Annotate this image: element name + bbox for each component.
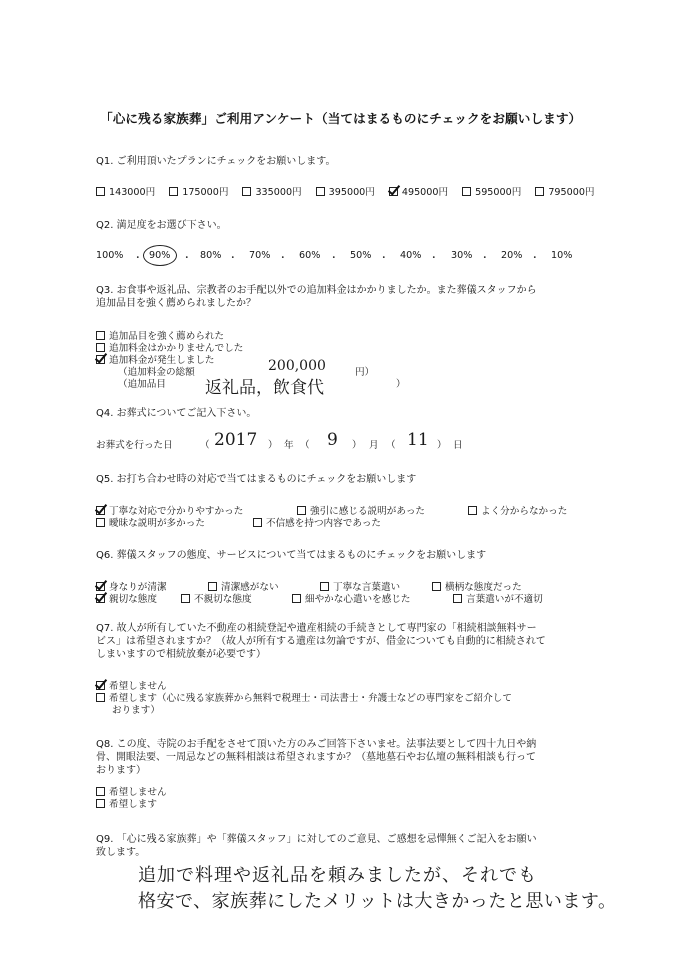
checkbox[interactable] (96, 693, 105, 702)
q2-separator: ・ (133, 253, 143, 264)
q6-option-not-clean[interactable]: 清潔感がない (208, 579, 279, 593)
checkbox[interactable] (96, 799, 105, 808)
q4-year-handwritten[interactable]: 2017 (214, 430, 258, 450)
q2-selected-circle (143, 245, 177, 266)
checkbox-checked[interactable] (96, 594, 105, 603)
q2-separator: ・ (429, 253, 439, 264)
q2-separator: ・ (228, 253, 238, 264)
q3-amount-unit: 円） (355, 367, 375, 378)
q6-option-arrogant[interactable]: 横柄な態度だった (432, 579, 522, 593)
q8-question-line1: Q8. この度、寺院のお手配をさせて頂いた方のみご回答下さいませ。法事法要として四十九日や納 (96, 739, 537, 750)
q7-option-yes-cont: おります） (112, 705, 160, 716)
q3-items-handwritten[interactable]: 返礼品，飲食代 (205, 378, 324, 398)
q4-day-unit: 日 (453, 440, 463, 451)
survey-title: 「心に残る家族葬」ご利用アンケート（当てはまるものにチェックをお願いします） (100, 111, 582, 126)
checkbox[interactable] (292, 594, 301, 603)
q5-option-clear[interactable]: 丁寧な対応で分かりやすかった (96, 503, 243, 517)
q2-option-70[interactable]: 70% (249, 250, 271, 261)
q2-option-100[interactable]: 100% (96, 250, 124, 261)
checkbox[interactable] (453, 594, 462, 603)
checkbox[interactable] (432, 582, 441, 591)
q3-option-strongly-recommended[interactable]: 追加品目を強く薦められた (96, 328, 224, 342)
checkbox[interactable] (96, 343, 105, 352)
q9-question-line1: Q9. 「心に残る家族葬」や「葬儀スタッフ」に対してのご意見、ご感想を忌憚無くご記入をお願い (96, 834, 537, 845)
q1-option-795000[interactable]: 795000円 (535, 184, 594, 198)
checkbox-checked[interactable] (389, 187, 398, 196)
checkbox[interactable] (169, 187, 178, 196)
q1-option-595000[interactable]: 595000円 (462, 184, 521, 198)
q3-amount-label: （追加料金の総額 (118, 367, 195, 378)
q2-separator: ・ (480, 253, 490, 264)
q6-option-kind[interactable]: 親切な態度 (96, 591, 157, 605)
q9-question-line2: 致します。 (96, 847, 146, 858)
q9-answer-line2[interactable]: 格安で、家族葬にしたメリットは大きかったと思います。 (138, 891, 617, 912)
checkbox[interactable] (462, 187, 471, 196)
q4-paren-open: （ (200, 440, 210, 451)
q2-option-90[interactable]: 90% (149, 250, 171, 261)
checkbox[interactable] (253, 518, 262, 527)
q4-paren-close: ） (268, 440, 278, 451)
checkbox[interactable] (96, 331, 105, 340)
q3-question-line2: 追加品目を強く薦められましたか？ (96, 298, 256, 309)
checkbox[interactable] (535, 187, 544, 196)
q1-option-395000[interactable]: 395000円 (316, 184, 375, 198)
q2-option-80[interactable]: 80% (200, 250, 222, 261)
checkbox[interactable] (320, 582, 329, 591)
q8-option-yes[interactable]: 希望します (96, 796, 157, 810)
q4-paren-open: （ (386, 440, 396, 451)
q7-option-yes[interactable]: 希望します（心に残る家族葬から無料で税理士・司法書士・弁護士などの専門家をご紹介して (96, 690, 512, 704)
checkbox[interactable] (96, 518, 105, 527)
q1-option-143000[interactable]: 143000円 (96, 184, 155, 198)
q2-option-50[interactable]: 50% (350, 250, 372, 261)
q6-option-polite-language[interactable]: 丁寧な言葉遣い (320, 579, 400, 593)
checkbox[interactable] (96, 787, 105, 796)
checkbox[interactable] (242, 187, 251, 196)
q6-option-clean-appearance[interactable]: 身なりが清潔 (96, 579, 167, 593)
q1-options (96, 184, 595, 198)
q5-option-pushy[interactable]: 強引に感じる説明があった (297, 503, 425, 517)
checkbox[interactable] (297, 506, 306, 515)
q7-question-line2: ビス」は希望されますか？（故人が所有する遺産は勿論ですが、借金についても自動的に相続されて (96, 636, 546, 647)
q3-option-no-extra-charge[interactable]: 追加料金はかかりませんでした (96, 340, 243, 354)
q2-separator: ・ (329, 253, 339, 264)
q8-question-line2: 骨、開眼法要、一周忌などの無料相談は希望されますか？（墓地墓石やお仏壇の無料相談も行って (96, 752, 536, 763)
q6-question: Q6. 葬儀スタッフの態度、サービスについて当てはまるものにチェックをお願いします (96, 550, 487, 561)
q2-separator: ・ (379, 253, 389, 264)
q3-question-line1: Q3. お食事や返礼品、宗教者のお手配以外での追加料金はかかりましたか。また葬儀スタッフから (96, 285, 537, 296)
checkbox[interactable] (316, 187, 325, 196)
q2-separator: ・ (530, 253, 540, 264)
q4-question: Q4. お葬式についてご記入下さい。 (96, 408, 257, 419)
q5-question: Q5. お打ち合わせ時の対応で当てはまるものにチェックをお願いします (96, 474, 417, 485)
q2-separator: ・ (182, 253, 192, 264)
q4-day-handwritten[interactable]: 11 (407, 430, 429, 450)
q6-option-thoughtful[interactable]: 細やかな心遣いを感じた (292, 591, 411, 605)
checkbox[interactable] (468, 506, 477, 515)
q4-paren-close: ） (352, 440, 362, 451)
q2-option-20[interactable]: 20% (501, 250, 523, 261)
q3-items-label: （追加品目 (118, 379, 166, 390)
q6-option-improper-language[interactable]: 言葉遣いが不適切 (453, 591, 543, 605)
q7-option-no[interactable]: 希望しません (96, 678, 167, 692)
q2-option-10[interactable]: 10% (551, 250, 573, 261)
q2-option-60[interactable]: 60% (299, 250, 321, 261)
q2-option-40[interactable]: 40% (400, 250, 422, 261)
q6-option-unkind[interactable]: 不親切な態度 (181, 591, 252, 605)
q1-option-495000[interactable]: 495000円 (389, 184, 448, 198)
q3-amount-handwritten[interactable]: 200,000 (268, 358, 326, 374)
q4-month-unit: 月 (369, 440, 379, 451)
q9-answer-line1[interactable]: 追加で料理や返礼品を頼みましたが、それでも (138, 865, 537, 886)
q3-option-extra-charge[interactable]: 追加料金が発生しました (96, 352, 215, 366)
q5-option-vague[interactable]: 曖昧な説明が多かった (96, 515, 205, 529)
checkbox-checked[interactable] (96, 355, 105, 364)
q4-paren-close: ） (437, 440, 447, 451)
q7-question-line3: しまいますので相続放棄が必要です） (96, 649, 266, 660)
checkbox-checked[interactable] (96, 506, 105, 515)
q4-month-handwritten[interactable]: 9 (327, 430, 338, 450)
q3-items-close: ） (396, 379, 406, 390)
q8-option-no[interactable]: 希望しません (96, 784, 167, 798)
q2-question: Q2. 満足度をお選び下さい。 (96, 220, 227, 231)
q2-option-30[interactable]: 30% (451, 250, 473, 261)
checkbox-checked[interactable] (96, 681, 105, 690)
q1-question: Q1. ご利用頂いたプランにチェックをお願いします。 (96, 156, 336, 167)
q4-year-unit: 年 (284, 440, 294, 451)
q5-option-distrust[interactable]: 不信感を持つ内容であった (253, 515, 381, 529)
q7-question-line1: Q7. 故人が所有していた不動産の相続登記や遺産相続の手続きとして専門家の「相続相談無料サー (96, 623, 537, 634)
q1-option-175000[interactable]: 175000円 (169, 184, 228, 198)
checkbox[interactable] (208, 582, 217, 591)
q5-option-unclear[interactable]: よく分からなかった (468, 503, 567, 517)
checkbox-checked[interactable] (96, 582, 105, 591)
q4-paren-open: （ (300, 440, 310, 451)
checkbox[interactable] (96, 187, 105, 196)
q4-date-label: お葬式を行った日 (96, 440, 173, 451)
checkbox[interactable] (181, 594, 190, 603)
q2-separator: ・ (278, 253, 288, 264)
q1-option-335000[interactable]: 335000円 (242, 184, 301, 198)
q8-question-line3: おります） (96, 765, 146, 776)
